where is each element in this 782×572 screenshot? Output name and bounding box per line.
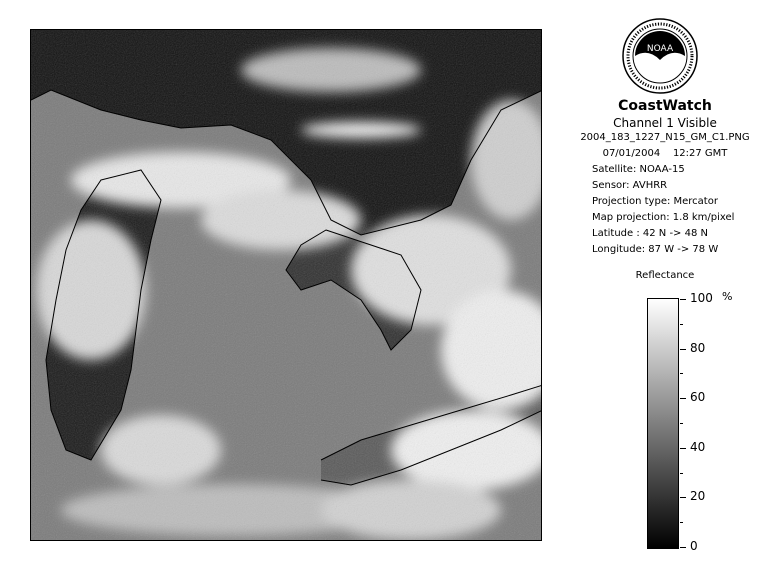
acquisition-time: 12:27 GMT (672, 148, 728, 159)
colorbar-tick-label: 100 (690, 291, 713, 305)
legend-unit: % (722, 290, 733, 303)
acquisition-date: 07/01/2004 (602, 148, 661, 159)
colorbar-tick (680, 448, 686, 449)
colorbar-tick-label: 20 (690, 489, 706, 504)
satellite-image-map (30, 29, 542, 541)
colorbar-tick (680, 497, 686, 498)
colorbar-tick-label: 40 (690, 439, 706, 454)
colorbar-minor-tick (680, 423, 683, 424)
date-time-line (560, 148, 770, 159)
map-projection-info: Map projection: 1.8 km/pixel (592, 212, 735, 223)
legend-title: Reflectance (635, 270, 695, 281)
satellite-info: Satellite: NOAA-15 (592, 164, 685, 175)
colorbar-tick (680, 299, 686, 300)
colorbar-tick-label: 80 (690, 340, 706, 355)
image-filename: 2004_183_1227_N15_GM_C1.PNG (580, 132, 750, 143)
image-texture (31, 30, 542, 541)
channel-subtitle: Channel 1 Visible (613, 116, 717, 130)
colorbar-minor-tick (680, 373, 683, 374)
colorbar-tick-label: 0 (690, 539, 698, 553)
colorbar-tick (680, 398, 686, 399)
colorbar-tick (680, 349, 686, 350)
longitude-info: Longitude: 87 W -> 78 W (592, 244, 719, 255)
logo-center-text: NOAA (646, 44, 674, 54)
projection-type-info: Projection type: Mercator (592, 196, 718, 207)
sensor-info: Sensor: AVHRR (592, 180, 668, 191)
colorbar-tick-label: 60 (690, 390, 706, 405)
reflectance-colorbar (647, 298, 679, 549)
colorbar-minor-tick (680, 473, 683, 474)
latitude-info: Latitude : 42 N -> 48 N (592, 228, 708, 239)
colorbar-minor-tick (680, 522, 683, 523)
colorbar-minor-tick (680, 324, 683, 325)
great-lakes-map (31, 30, 542, 541)
colorbar-tick (680, 547, 686, 548)
product-title: CoastWatch (618, 98, 712, 114)
noaa-logo-icon (622, 18, 698, 94)
